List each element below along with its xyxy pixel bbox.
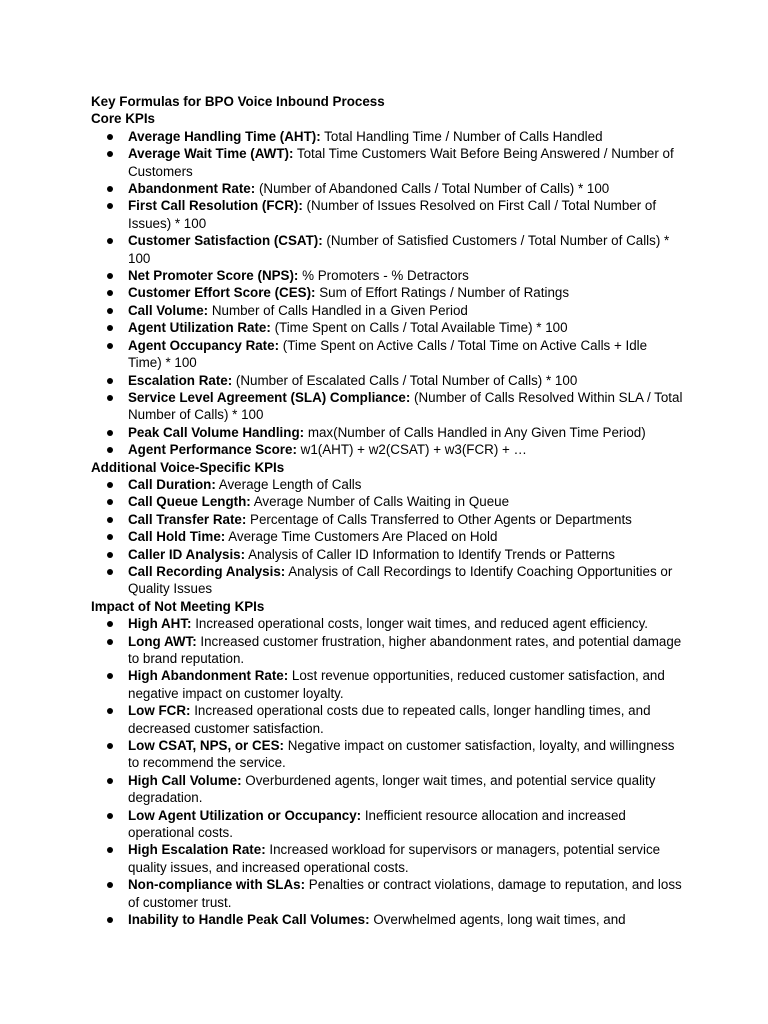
list-item [91, 284, 683, 301]
kpi-term: Escalation Rate: [128, 372, 233, 388]
bullet-icon [107, 813, 113, 819]
kpi-term: First Call Resolution (FCR): [128, 198, 303, 214]
kpi-term: Service Level Agreement (SLA) Compliance: [128, 389, 411, 405]
kpi-term: Net Promoter Score (NPS): [128, 268, 299, 284]
document-title: Key Formulas for BPO Voice Inbound Process [91, 94, 385, 109]
list-item [91, 441, 683, 458]
list-item [91, 424, 683, 441]
kpi-term: Call Recording Analysis: [128, 563, 286, 579]
impact-description: Increased workload for supervisors or managers, potential service quality issues, and increased operational costs. [128, 842, 661, 875]
kpi-description: (Time Spent on Calls / Total Available Time) * 100 [270, 320, 568, 336]
kpi-description: Average Number of Calls Waiting in Queue [250, 494, 510, 510]
list-item [91, 876, 683, 911]
bullet-icon [107, 134, 113, 140]
bullet-icon [107, 482, 113, 488]
voice-kpis-list [91, 476, 683, 598]
bullet-icon [107, 308, 113, 314]
kpi-description: % Promoters - % Detractors [298, 268, 469, 284]
impact-description: Increased operational costs due to repeated calls, longer handling times, and decreased customer satisfaction. [128, 703, 651, 736]
kpi-term: Peak Call Volume Handling: [128, 424, 305, 440]
bullet-icon [107, 639, 113, 645]
bullet-icon [107, 882, 113, 888]
section-heading-core-kpis: Core KPIs [91, 111, 155, 127]
kpi-term: Caller ID Analysis: [128, 546, 246, 562]
section-heading-impact: Impact of Not Meeting KPIs [91, 598, 265, 614]
bullet-icon [107, 203, 113, 209]
kpi-description: (Number of Escalated Calls / Total Number of Calls) * 100 [232, 372, 578, 388]
bullet-icon [107, 343, 113, 349]
kpi-term: Agent Performance Score: [128, 442, 297, 458]
bullet-icon [107, 290, 113, 296]
kpi-term: Average Wait Time (AWT): [128, 146, 294, 162]
impact-description: Overwhelmed agents, long wait times, and [369, 912, 626, 928]
bullet-icon [107, 778, 113, 784]
bullet-icon [107, 378, 113, 384]
kpi-description: Percentage of Calls Transferred to Other Agents or Departments [246, 511, 632, 527]
kpi-description: Analysis of Call Recordings to Identify Coaching Opportunities or Quality Issues [128, 563, 673, 597]
kpi-description: w1(AHT) + w2(CSAT) + w3(FCR) + … [296, 442, 527, 458]
bullet-icon [107, 534, 113, 540]
list-item [91, 389, 683, 424]
kpi-description: Total Handling Time / Number of Calls Handled [320, 128, 603, 144]
kpi-description: (Time Spent on Active Calls / Total Time on Active Calls + Idle Time) * 100 [128, 337, 648, 371]
list-item [91, 667, 683, 702]
list-item [91, 841, 683, 876]
impact-term: High Abandonment Rate: [128, 668, 289, 684]
bullet-icon [107, 447, 113, 453]
list-item [91, 528, 683, 545]
impact-term: Inability to Handle Peak Call Volumes: [128, 912, 370, 928]
list-item [91, 319, 683, 336]
bullet-icon [107, 552, 113, 558]
list-item [91, 737, 683, 772]
list-item [91, 180, 683, 197]
kpi-term: Customer Satisfaction (CSAT): [128, 233, 323, 249]
bullet-icon [107, 673, 113, 679]
kpi-description: Number of Calls Handled in a Given Period [208, 302, 468, 318]
list-item [91, 145, 683, 180]
kpi-description: (Number of Abandoned Calls / Total Number of Calls) * 100 [255, 181, 610, 197]
core-kpis-list [91, 128, 683, 459]
list-item [91, 476, 683, 493]
bullet-icon [107, 847, 113, 853]
bullet-icon [107, 517, 113, 523]
impact-term: Low Agent Utilization or Occupancy: [128, 807, 362, 823]
impact-term: High Escalation Rate: [128, 842, 266, 858]
kpi-description: (Number of Calls Resolved Within SLA / Total Number of Calls) * 100 [128, 389, 683, 423]
bullet-icon [107, 325, 113, 331]
kpi-term: Agent Occupancy Rate: [128, 337, 280, 353]
list-item [91, 372, 683, 389]
list-item [91, 267, 683, 284]
bullet-icon [107, 743, 113, 749]
list-item [91, 546, 683, 563]
kpi-term: Call Queue Length: [128, 494, 251, 510]
impact-term: High Call Volume: [128, 772, 242, 788]
bullet-icon [107, 569, 113, 575]
bullet-icon [107, 621, 113, 627]
kpi-description: Analysis of Caller ID Information to Identify Trends or Patterns [245, 546, 615, 562]
bullet-icon [107, 430, 113, 436]
section-heading-voice-kpis: Additional Voice-Specific KPIs [91, 459, 285, 475]
impact-list [91, 615, 683, 928]
list-item [91, 615, 683, 632]
kpi-term: Call Hold Time: [128, 529, 226, 545]
kpi-description: (Number of Issues Resolved on First Call / Total Number of Issues) * 100 [128, 198, 657, 231]
impact-description: Inefficient resource allocation and increased operational costs. [128, 807, 626, 841]
kpi-term: Call Transfer Rate: [128, 511, 247, 527]
kpi-description: (Number of Satisfied Customers / Total Number of Calls) * 100 [128, 233, 670, 266]
impact-term: Non-compliance with SLAs: [128, 877, 306, 893]
kpi-term: Agent Utilization Rate: [128, 320, 271, 336]
kpi-term: Average Handling Time (AHT): [128, 128, 321, 144]
list-item [91, 337, 683, 372]
impact-description: Negative impact on customer satisfaction, loyalty, and willingness to recommend the service. [128, 738, 675, 771]
list-item [91, 493, 683, 510]
list-item [91, 702, 683, 737]
list-item [91, 911, 683, 928]
kpi-description: max(Number of Calls Handled in Any Given Time Period) [304, 424, 646, 440]
kpi-term: Abandonment Rate: [128, 181, 256, 197]
list-item [91, 128, 683, 145]
bullet-icon [107, 499, 113, 505]
bullet-icon [107, 395, 113, 401]
bullet-icon [107, 273, 113, 279]
list-item [91, 563, 683, 598]
kpi-description: Total Time Customers Wait Before Being Answered / Number of Customers [128, 146, 674, 179]
bullet-icon [107, 917, 113, 923]
kpi-term: Call Volume: [128, 302, 209, 318]
impact-description: Penalties or contract violations, damage to reputation, and loss of customer trust. [128, 877, 682, 910]
list-item [91, 807, 683, 842]
bullet-icon [107, 238, 113, 244]
impact-term: Long AWT: [128, 633, 197, 649]
impact-term: Low CSAT, NPS, or CES: [128, 738, 284, 754]
impact-description: Lost revenue opportunities, reduced customer satisfaction, and negative impact on customer loyalty. [128, 668, 665, 701]
list-item [91, 302, 683, 319]
kpi-description: Average Length of Calls [215, 476, 362, 492]
list-item [91, 633, 683, 668]
impact-term: High AHT: [128, 616, 192, 632]
list-item [91, 197, 683, 232]
list-item [91, 511, 683, 528]
kpi-description: Sum of Effort Ratings / Number of Ratings [315, 285, 570, 301]
kpi-term: Customer Effort Score (CES): [128, 285, 316, 301]
bullet-icon [107, 186, 113, 192]
kpi-description: Average Time Customers Are Placed on Hold [225, 529, 498, 545]
bullet-icon [107, 151, 113, 157]
kpi-term: Call Duration: [128, 476, 216, 492]
impact-term: Low FCR: [128, 703, 191, 719]
impact-description: Overburdened agents, longer wait times, and potential service quality degradation. [128, 772, 656, 806]
bullet-icon [107, 708, 113, 714]
impact-description: Increased operational costs, longer wait times, and reduced agent efficiency. [191, 616, 649, 632]
list-item [91, 232, 683, 267]
list-item [91, 772, 683, 807]
impact-description: Increased customer frustration, higher abandonment rates, and potential damage to brand reputation. [128, 633, 682, 666]
